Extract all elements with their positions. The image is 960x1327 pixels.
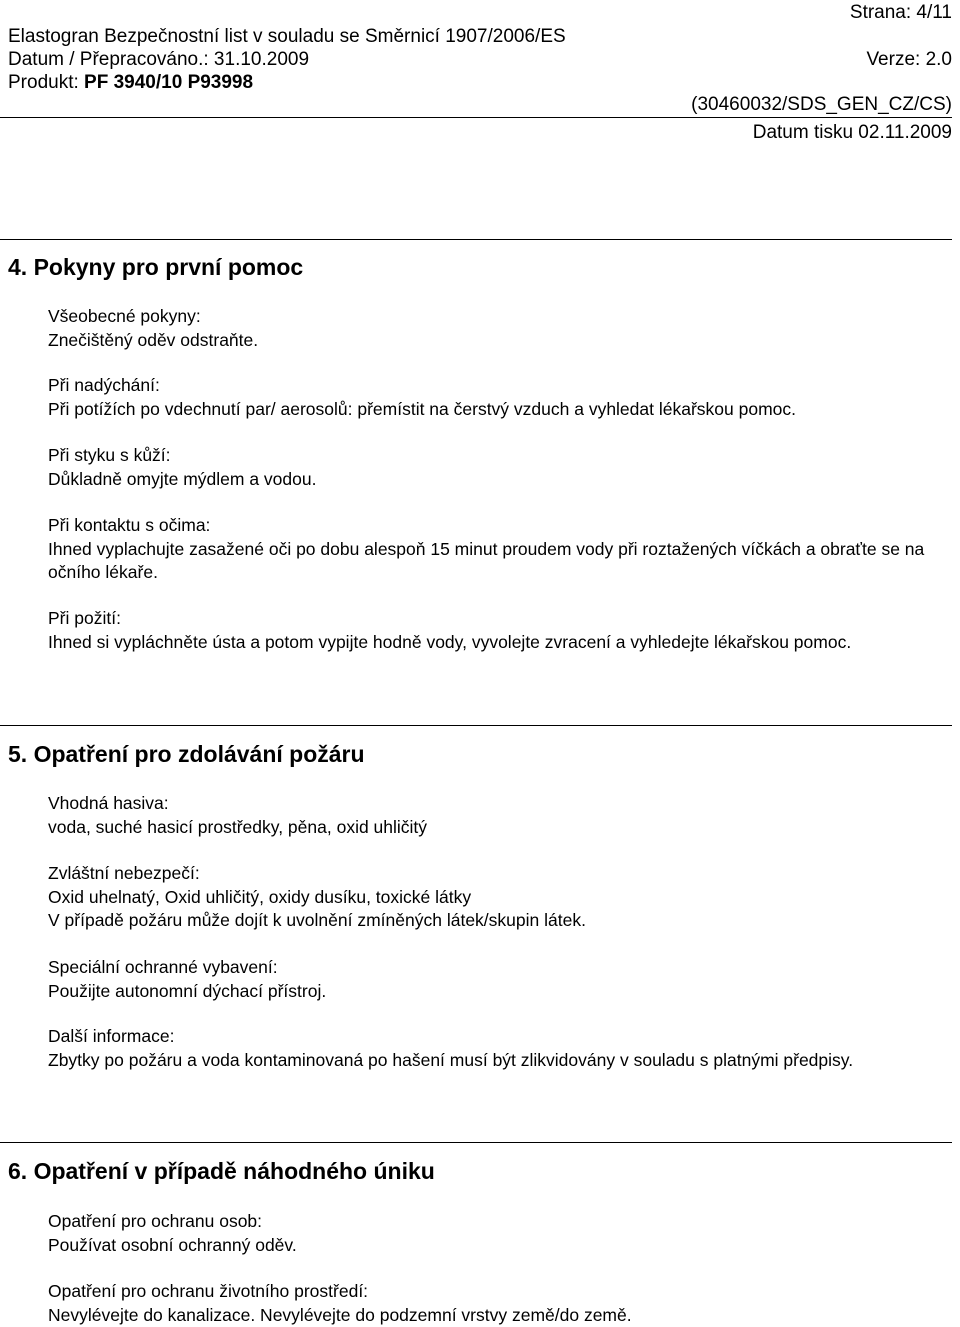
item-text: Ihned si vypláchněte ústa a potom vypijte hodně vody, vyvolejte zvracení a vyhledejte lékařskou pomoc.: [48, 631, 948, 655]
personal-precautions: [48, 1210, 948, 1257]
environmental-precautions: [48, 1280, 948, 1327]
item-label: Všeobecné pokyny:: [48, 305, 948, 329]
product-label: Produkt:: [8, 72, 79, 93]
page-number: Strana: 4/11: [850, 2, 952, 24]
item-label: Při styku s kůží:: [48, 444, 948, 468]
item-text: Důkladně omyjte mýdlem a vodou.: [48, 468, 948, 492]
fire-extinguishing-media: [48, 792, 948, 839]
item-text: Znečištěný oděv odstraňte.: [48, 329, 948, 353]
item-label: Při nadýchání:: [48, 374, 948, 398]
item-text: Oxid uhelnatý, Oxid uhličitý, oxidy dusíku, toxické látky: [48, 886, 948, 910]
document-code: (30460032/SDS_GEN_CZ/CS): [691, 94, 952, 116]
section-5-divider: [0, 725, 952, 726]
section-6-divider: [0, 1142, 952, 1143]
item-text: Používat osobní ochranný oděv.: [48, 1234, 948, 1258]
item-text: voda, suché hasicí prostředky, pěna, oxid uhličitý: [48, 816, 948, 840]
section-6-title: 6. Opatření v případě náhodného úniku: [8, 1157, 435, 1185]
fire-further-info: [48, 1025, 948, 1072]
item-label: Vhodná hasiva:: [48, 792, 948, 816]
version: Verze: 2.0: [866, 49, 952, 71]
item-text: Nevylévejte do kanalizace. Nevylévejte do podzemní vrstvy země/do země.: [48, 1304, 948, 1327]
item-label: Opatření pro ochranu životního prostředí:: [48, 1280, 948, 1304]
item-label: Další informace:: [48, 1025, 948, 1049]
fire-protective-equipment: [48, 956, 948, 1003]
item-label: Zvláštní nebezpečí:: [48, 862, 948, 886]
item-text: Použijte autonomní dýchací přístroj.: [48, 980, 948, 1004]
item-text: Při potížích po vdechnutí par/ aerosolů: přemístit na čerstvý vzduch a vyhledat lékařskou pomoc.: [48, 398, 948, 422]
item-label: Speciální ochranné vybavení:: [48, 956, 948, 980]
first-aid-inhalation: [48, 374, 948, 421]
item-text: Ihned vyplachujte zasažené oči po dobu alespoň 15 minut proudem vody při roztažených víčkách a obraťte se na očního lékaře.: [48, 538, 948, 585]
revision-date: Datum / Přepracováno.: 31.10.2009: [8, 49, 309, 71]
item-text-2: V případě požáru může dojít k uvolnění zmíněných látek/skupin látek.: [48, 909, 948, 933]
section-4-title: 4. Pokyny pro první pomoc: [8, 253, 303, 281]
item-label: Při kontaktu s očima:: [48, 514, 948, 538]
section-5-title: 5. Opatření pro zdolávání požáru: [8, 740, 365, 768]
first-aid-general: [48, 305, 948, 352]
first-aid-skin: [48, 444, 948, 491]
first-aid-ingestion: [48, 607, 948, 654]
fire-special-hazards: [48, 862, 948, 933]
print-date: Datum tisku 02.11.2009: [753, 122, 952, 144]
product-value: PF 3940/10 P93998: [84, 72, 253, 93]
product-line: [8, 72, 253, 94]
document-title: Elastogran Bezpečnostní list v souladu se Směrnicí 1907/2006/ES: [8, 26, 566, 48]
first-aid-eyes: [48, 514, 948, 585]
header-divider: [0, 117, 952, 118]
item-label: Při požití:: [48, 607, 948, 631]
section-4-divider: [0, 239, 952, 240]
item-label: Opatření pro ochranu osob:: [48, 1210, 948, 1234]
item-text: Zbytky po požáru a voda kontaminovaná po hašení musí být zlikvidovány v souladu s platnými předpisy.: [48, 1049, 948, 1073]
